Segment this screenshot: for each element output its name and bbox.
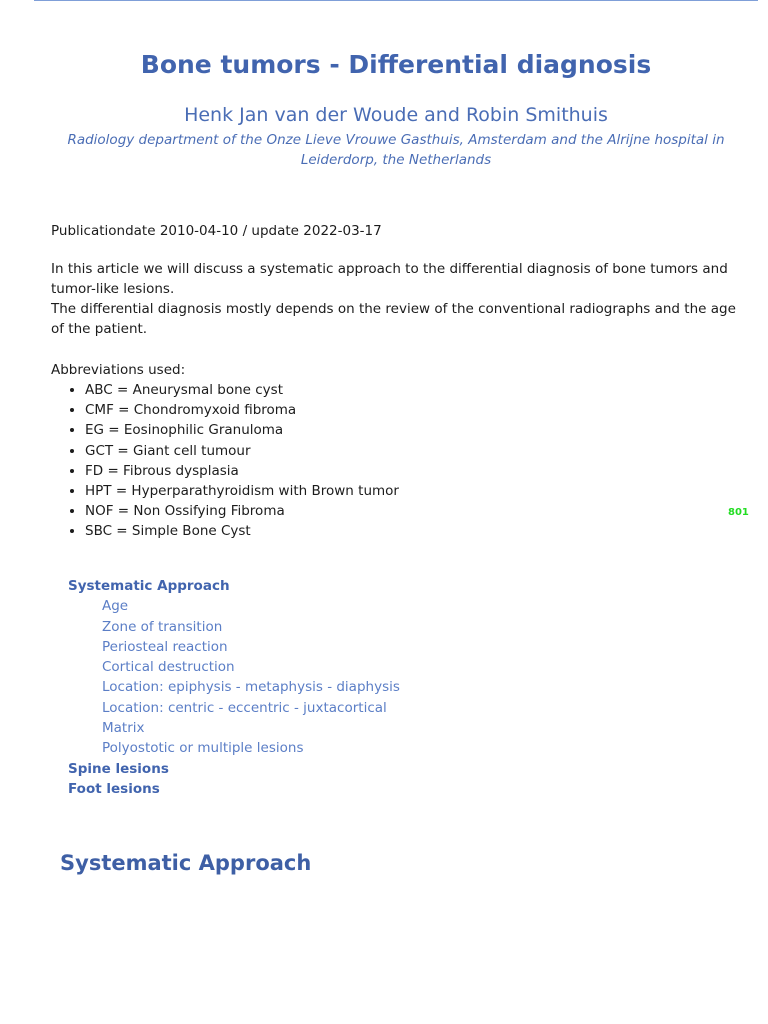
publication-date: Publicationdate 2010-04-10 / update 2022-03-17 [51,223,382,239]
toc-link-location-centric[interactable]: Location: centric - eccentric - juxtacortical [102,699,387,716]
section-heading: Systematic Approach [60,851,312,875]
toc-link-spine-lesions[interactable]: Spine lesions [68,760,169,777]
list-item: • ABC = Aneurysmal bone cyst [85,380,399,400]
intro-line-1: In this article we will discuss a systematic approach to the differential diagnosis of bone tumors and tumor-like lesions. [51,261,728,297]
top-divider [34,0,758,1]
intro-line-2: The differential diagnosis mostly depends on the review of the conventional radiographs and the age of the patient. [51,301,736,337]
toc-link-periosteal-reaction[interactable]: Periosteal reaction [102,638,228,655]
page-title: Bone tumors - Differential diagnosis [140,50,652,79]
list-item: • CMF = Chondromyxoid fibroma [85,400,399,420]
intro-paragraph [51,259,741,339]
abbreviations-list [51,380,399,542]
toc-link-systematic-approach[interactable]: Systematic Approach [68,578,230,594]
abbreviations-heading: Abbreviations used: [51,362,186,378]
toc-link-cortical-destruction[interactable]: Cortical destruction [102,659,235,676]
list-item: • EG = Eosinophilic Granuloma [85,420,399,440]
authors: Henk Jan van der Woude and Robin Smithuis [184,104,608,126]
list-item: • NOF = Non Ossifying Fibroma [85,501,399,521]
list-item: • SBC = Simple Bone Cyst [85,521,399,541]
toc-link-age[interactable]: Age [102,598,129,615]
toc-link-matrix[interactable]: Matrix [102,720,145,737]
toc-link-polyostotic[interactable]: Polyostotic or multiple lesions [102,740,304,757]
table-of-contents [68,576,400,799]
list-item: • HPT = Hyperparathyroidism with Brown tumor [85,481,399,501]
list-item: • GCT = Giant cell tumour [85,441,399,461]
list-item: • FD = Fibrous dysplasia [85,461,399,481]
page-marker: 801 [728,507,749,518]
toc-link-zone-of-transition[interactable]: Zone of transition [102,618,223,635]
affiliation: Radiology department of the Onze Lieve Vrouwe Gasthuis, Amsterdam and the Alrijne hospital in Leiderdorp, the Netherlands [67,132,725,168]
toc-link-foot-lesions[interactable]: Foot lesions [68,780,160,797]
toc-link-location-epiphysis[interactable]: Location: epiphysis - metaphysis - diaphysis [102,679,400,696]
